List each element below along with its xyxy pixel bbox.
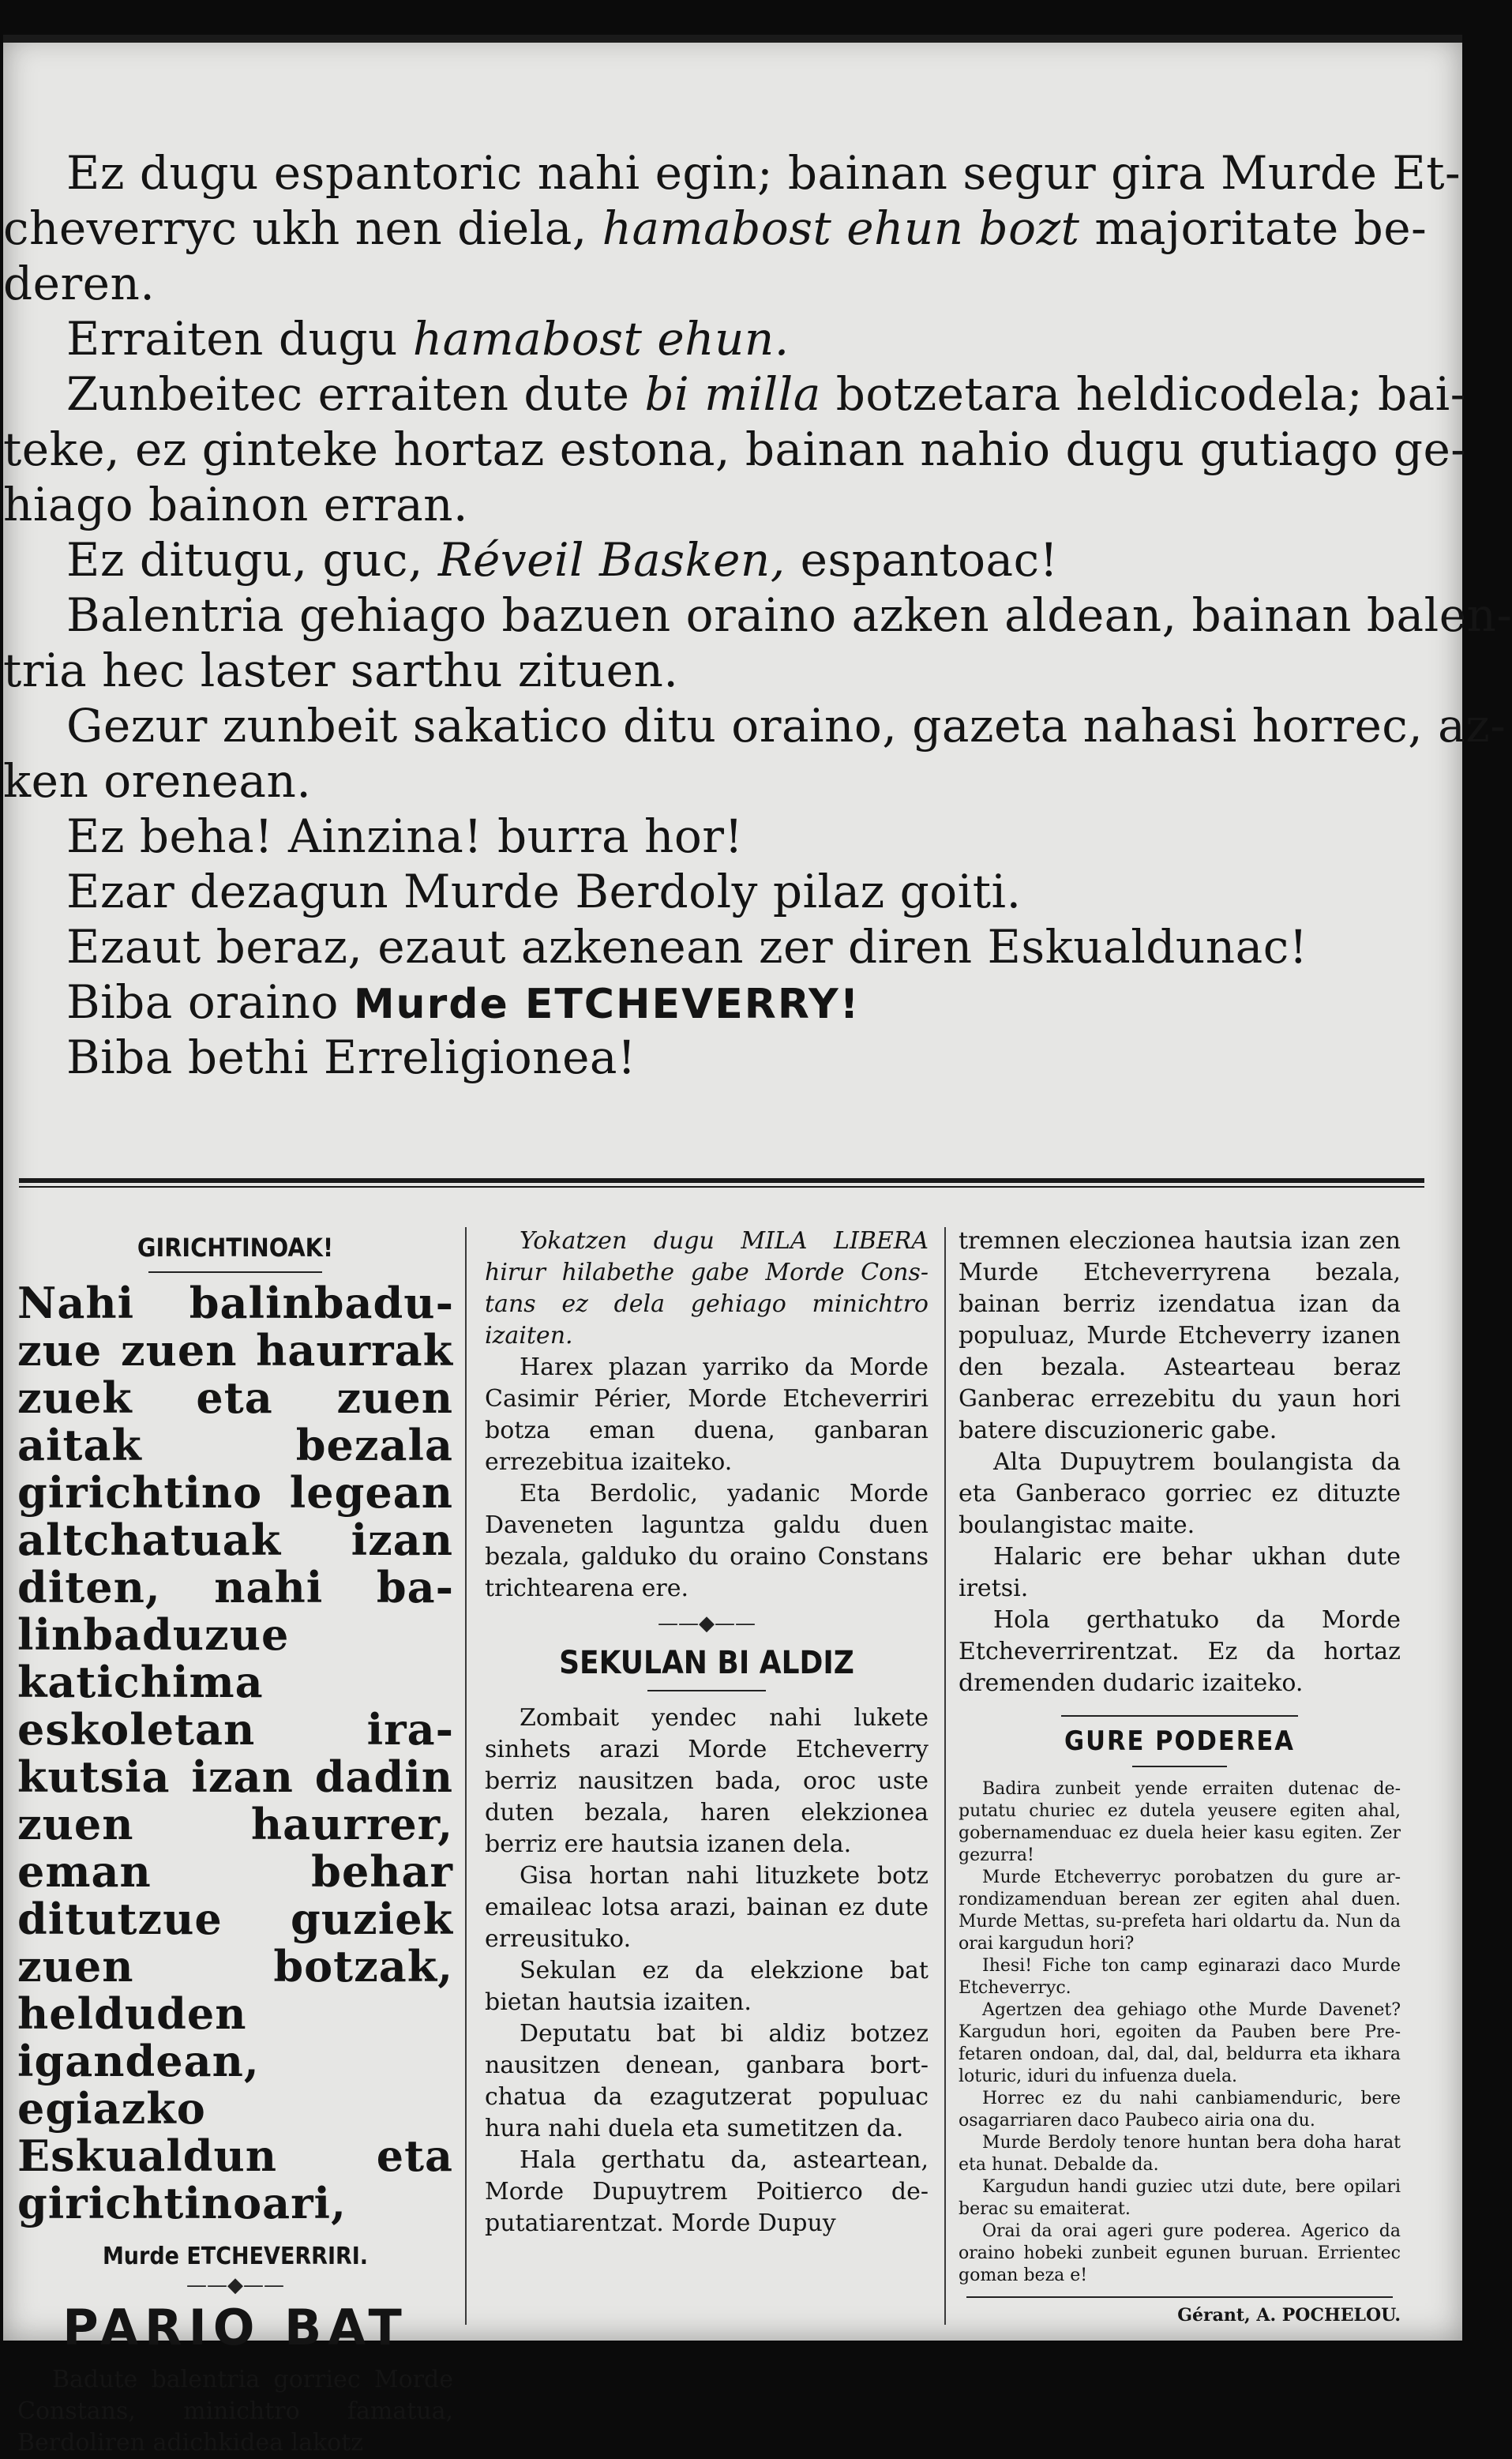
heading-rule [1061,1715,1298,1717]
paragraph: Alta Dupuytrem boulangista da eta Ganberaco gorriec ez dituzte boulangistac maite. [959,1448,1401,1539]
article-line: Ez dugu espantoric nahi egin; bainan segur gira Murde Et- [66,146,1461,200]
section-heading: SEKULAN BI ALDIZ [559,1645,854,1681]
footer-rule [966,2296,1393,2298]
paragraph: Yokatzen dugu MILA LIBERA hirur hilabethe gabe Morde Constans ez dela gehiago minichtro izaiten. [485,1227,929,1350]
paragraph: Orai da orai ageri gure poderea. Agerico da oraino hobeki zunbeit egunen buruan. Errientec goman beza e! [959,2221,1401,2285]
heading-rule [148,1271,322,1273]
article-line: Ez beha! Ainzina! burra hor! [66,809,744,863]
article-line: teke, ez ginteke hortaz estona, bainan nahio dugu gutiago ge- [3,422,1467,476]
article-line: tria hec laster sarthu zituen. [3,644,679,697]
article-line: Gezur zunbeit sakatico ditu oraino, gazeta nahasi horrec, az- [66,699,1506,753]
column-rule [465,1227,467,2325]
appeal-text: Nahi balinbaduzue zuen haurrak zuek eta zuen aitak bezala girichtino legean altchatuak izan diten, nahi balinbaduzue katichima eskoletan irakutsia izan dadin zuen haurrer, eman behar ditutzue guziek zuen botzak, helduden igandean, egiazko Eskualdun eta girichtinoari, [17,1278,453,2228]
paragraph: Deputatu bat bi aldiz botzez nausitzen denean, ganbara bortchatua da ezagutzerat populuac hura nahi duela eta sumetitzen da. [485,2020,929,2142]
section-divider-rule [19,1178,1424,1188]
column-3 [959,1226,1401,2331]
article-line: cheverryc ukh nen diela, hamabost ehun bozt majoritate be- [3,201,1428,255]
ornament-rule: ——◆—— [658,1612,756,1635]
paragraph: Hala gerthatu da, asteartean, Morde Dupuytrem Poitierco deputatiarentzat. Morde Dupuy [485,2146,929,2237]
heading-rule [1132,1766,1227,1767]
article-line: Ezar dezagun Murde Berdoly pilaz goiti. [66,865,1022,918]
paragraph: Murde Etcheverryc porobatzen du gure arrondizamenduan berean zer egiten ahal duen. Murde Mettas, su-prefeta hari oldartu da. Nun da orai kargudun hori? [959,1868,1401,1954]
article-line: hiago bainon erran. [3,478,468,531]
paragraph: Badira zunbeit yende erraiten dutenac deputatu churiec ez dutela yeusere egiten ahal, gobernamenduac ez duela heier kasu egiten. Zer gezurra! [959,1779,1401,1865]
paragraph: Halaric ere behar ukhan dute iretsi. [959,1543,1401,1602]
pario-text: Badute balentria gorriec Morde Constans, minichtro famatua, Berdoliren adichkidea lakotz [17,2366,453,2457]
top-border-rule [3,35,1462,43]
article-line: deren. [3,257,156,310]
paragraph: Ihesi! Fiche ton camp eginarazi daco Murde Etcheverryc. [959,1956,1401,1998]
article-line: Ezaut beraz, ezaut azkenean zer diren Eskualdunac! [66,920,1308,974]
newspaper-page [3,35,1512,2457]
paragraph: Gisa hortan nahi lituzkete botz emaileac lotsa arazi, bainan ez dute erreusituko. [485,1862,929,1953]
paragraph: Horrec ez du nahi canbiamenduric, bere osagarriaren daco Paubeco airia ona du. [959,2089,1401,2131]
column-heading: GIRICHTINOAK! [137,1233,334,1263]
article-line: Biba oraino Murde ETCHEVERRY! [66,975,861,1029]
ornament-rule: ——◆—— [186,2273,284,2297]
paragraph: Zombait yendec nahi lukete sinhets arazi Morde Etcheverry berriz nausitzen bada, oroc uste duten bezala, haren elekzionea berriz ere hautsia izanen dela. [485,1704,929,1858]
paragraph: tremnen eleczionea hautsia izan zen Murde Etcheverryrena bezala, bainan berriz izendatua izan da populuaz, Murde Etcheverry izanen den bezala. Astearteau beraz Ganberac errezebitu du yaun hori batere discuzioneric gabe. [959,1227,1401,1444]
paragraph: Sekulan ez da elekzione bat bietan hautsia izaiten. [485,1957,929,2016]
article-line: Balentria gehiago bazuen oraino azken aldean, bainan balen- [66,588,1512,642]
paragraph: Agertzen dea gehiago othe Murde Davenet? Kargudun hori, egoiten da Pauben bere Prefetaren ondoan, dal, dal, dal, beldurra eta ikhara loturic, iduri du infuenza duela. [959,2000,1401,2086]
paragraph: Murde Berdoly tenore huntan bera doha harat eta hunat. Debalde da. [959,2133,1401,2175]
pario-title: PARIO BAT [62,2299,408,2356]
paragraph: Kargudun handi guziec utzi dute, bere opilari berac su emaiterat. [959,2177,1401,2219]
article-line: ken orenean. [3,754,312,808]
gerant-line: Gérant, A. POCHELOU. [1177,2305,1401,2326]
column-1 [17,1226,453,2457]
paragraph: Eta Berdolic, yadanic Morde Daveneten laguntza galdu duen bezala, galduko du oraino Constans trichtearena ere. [485,1480,929,1602]
candidate-name: Murde ETCHEVERRY! [353,981,861,1028]
article-line: Ez ditugu, guc, Réveil Basken, espantoac! [66,533,1059,587]
signature: Murde ETCHEVERRIRI. [102,2243,369,2270]
column-2 [485,1226,929,2331]
paragraph: Harex plazan yarriko da Morde Casimir Périer, Morde Etcheverriri botza eman duena, ganbaran errezebitua izaiteko. [485,1353,929,1476]
article-line: Biba bethi Erreligionea! [66,1031,636,1084]
heading-rule [647,1690,766,1691]
column-rule [944,1227,946,2325]
article-line: Zunbeitec erraiten dute bi milla botzetara heldicodela; bai- [66,367,1466,421]
paragraph: Hola gerthatuko da Morde Etcheverrirentzat. Ez da hortaz dremenden dudaric izaiteko. [959,1606,1401,1697]
article-line: Erraiten dugu hamabost ehun. [66,312,790,366]
section-heading: GURE PODEREA [1064,1725,1295,1757]
